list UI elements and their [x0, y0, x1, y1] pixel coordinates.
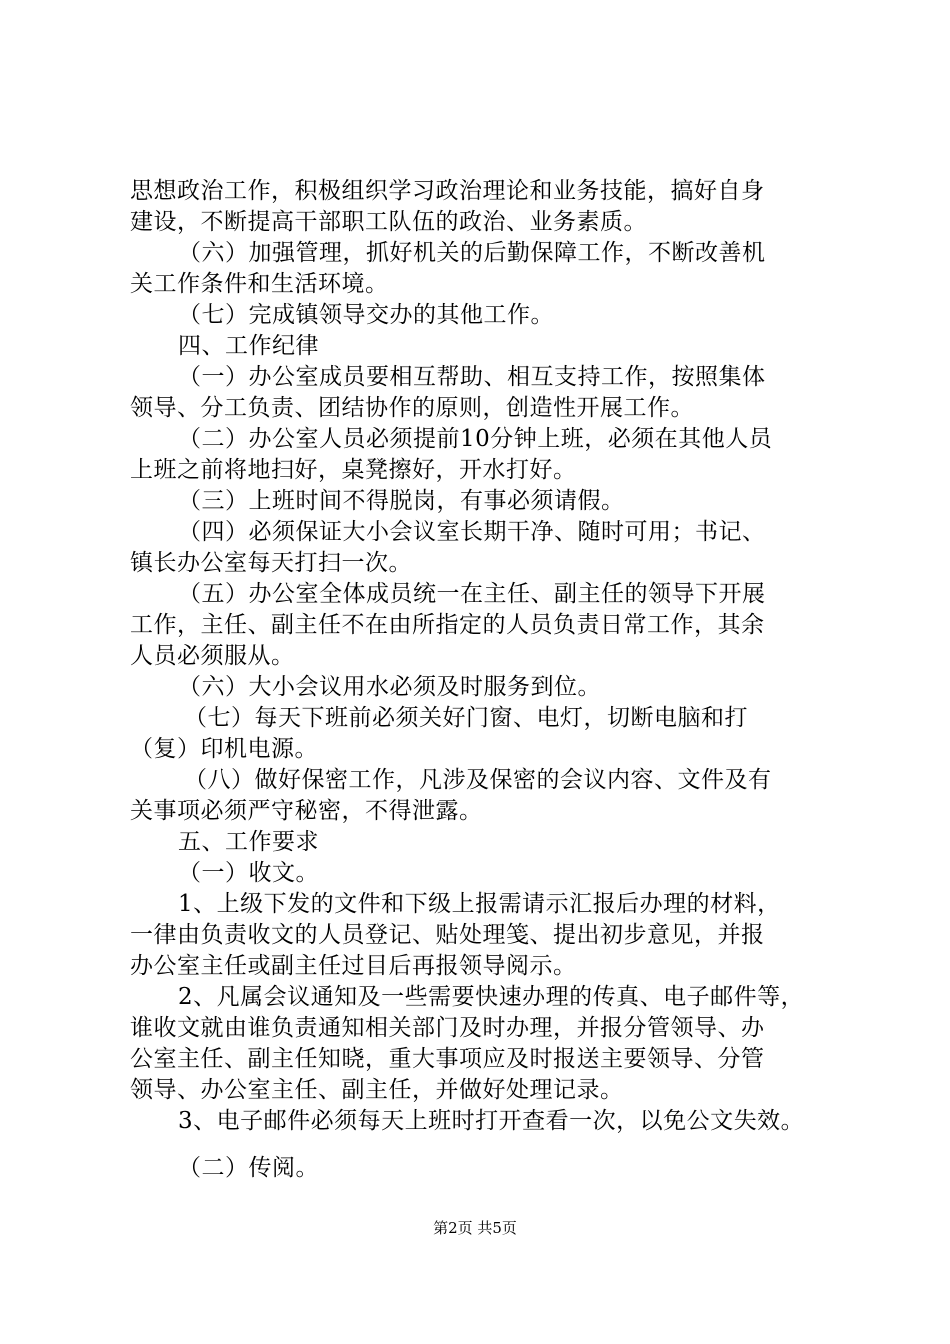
section-heading: 五、工作要求 — [178, 829, 319, 855]
paragraph-line: 镇长办公室每天打扫一次。 — [130, 550, 412, 576]
paragraph-line: （复）印机电源。 — [130, 736, 318, 762]
paragraph-line: 建设，不断提高干部职工队伍的政治、业务素质。 — [130, 209, 647, 235]
paragraph-line: （七）每天下班前必须关好门窗、电灯，切断电脑和打 — [184, 705, 748, 731]
paragraph-line: 领导、分工负责、团结协作的原则，创造性开展工作。 — [130, 395, 694, 421]
paragraph-line: 1、上级下发的文件和下级上报需请示汇报后办理的材料， — [178, 891, 781, 917]
paragraph-line: 关工作条件和生活环境。 — [130, 271, 389, 297]
paragraph-line: （一）办公室成员要相互帮助、相互支持工作，按照集体 — [178, 364, 766, 390]
paragraph-line: （七）完成镇领导交办的其他工作。 — [178, 302, 554, 328]
paragraph-line: （六）大小会议用水必须及时服务到位。 — [178, 674, 601, 700]
paragraph-line: 谁收文就由谁负责通知相关部门及时办理，并报分管领导、办 — [130, 1015, 765, 1041]
paragraph-line: 3、电子邮件必须每天上班时打开查看一次，以免公文失效。 — [178, 1108, 805, 1134]
section-heading: 四、工作纪律 — [178, 333, 319, 359]
paragraph-line: 2、凡属会议通知及一些需要快速办理的传真、电子邮件等， — [178, 984, 805, 1010]
paragraph-line: （二）办公室人员必须提前10分钟上班，必须在其他人员 — [178, 426, 773, 452]
paragraph-line: （八）做好保密工作，凡涉及保密的会议内容、文件及有 — [184, 767, 772, 793]
paragraph-line: （三）上班时间不得脱岗，有事必须请假。 — [178, 488, 625, 514]
paragraph-line: 上班之前将地扫好，桌凳擦好，开水打好。 — [130, 457, 577, 483]
paragraph-line: 思想政治工作，积极组织学习政治理论和业务技能，搞好自身 — [130, 178, 765, 204]
subsection-heading: （二）传阅。 — [178, 1155, 319, 1181]
paragraph-line: 工作，主任、副主任不在由所指定的人员负责日常工作，其余 — [130, 612, 765, 638]
paragraph-line: 公室主任、副主任知晓，重大事项应及时报送主要领导、分管 — [130, 1046, 765, 1072]
paragraph-line: 一律由负责收文的人员登记、贴处理笺、提出初步意见，并报 — [130, 922, 765, 948]
page-number: 第2页 共5页 — [433, 1219, 517, 1237]
subsection-heading: （一）收文。 — [178, 860, 319, 886]
paragraph-line: 关事项必须严守秘密，不得泄露。 — [130, 798, 483, 824]
paragraph-line: 办公室主任或副主任过目后再报领导阅示。 — [130, 953, 577, 979]
paragraph-line: （四）必须保证大小会议室长期干净、随时可用；书记、 — [178, 519, 766, 545]
paragraph-line: 领导、办公室主任、副主任，并做好处理记录。 — [130, 1077, 624, 1103]
paragraph-line: （六）加强管理，抓好机关的后勤保障工作，不断改善机 — [178, 240, 766, 266]
paragraph-line: （五）办公室全体成员统一在主任、副主任的领导下开展 — [178, 581, 766, 607]
paragraph-line: 人员必须服从。 — [130, 643, 295, 669]
